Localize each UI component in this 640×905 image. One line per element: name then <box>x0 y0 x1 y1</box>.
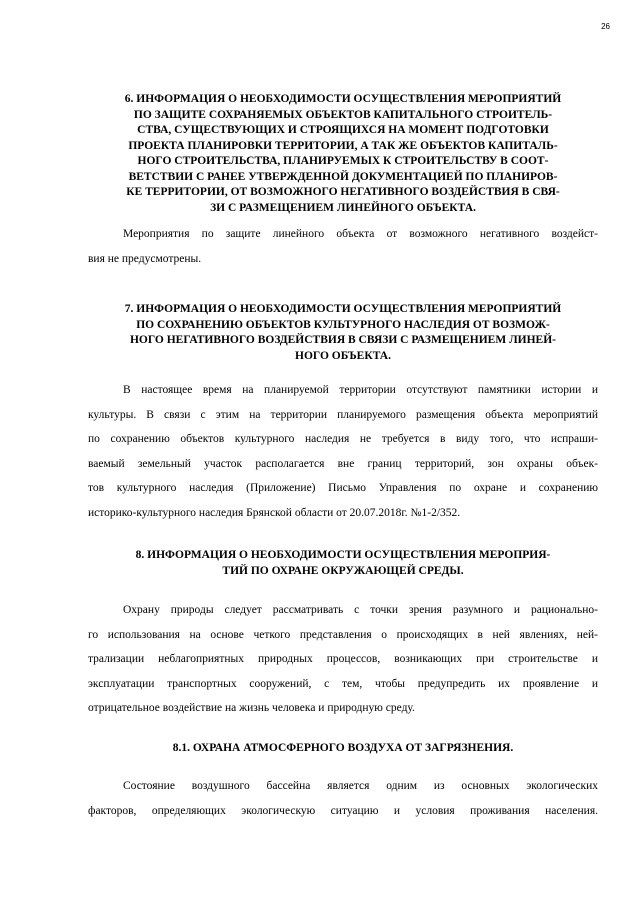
heading-line: ВЕТСТВИИ С РАНЕЕ УТВЕРЖДЕННОЙ ДОКУМЕНТАЦИЕЙ ПО ПЛАНИРОВ- <box>128 170 558 183</box>
paragraph-line: ваемый земельный участок располагается вне границ территорий, зон охраны объек- <box>88 457 598 470</box>
heading-line: 8.1. ОХРАНА АТМОСФЕРНОГО ВОЗДУХА ОТ ЗАГРЯЗНЕНИЯ. <box>172 742 514 754</box>
heading-line: НОГО СТРОИТЕЛЬСТВА, ПЛАНИРУЕМЫХ К СТРОИТЕЛЬСТВУ В СООТ- <box>137 155 549 167</box>
heading-line: СТВА, СУЩЕСТВУЮЩИХ И СТРОЯЩИХСЯ НА МОМЕНТ ПОДГОТОВКИ <box>137 124 549 136</box>
paragraph-line: историко-культурного наследия Брянской области от 20.07.2018г. №1-2/352. <box>88 506 461 519</box>
paragraph-line: трализации неблагоприятных природных процессов, возникающих при строительстве и <box>88 653 598 665</box>
heading-line: ЗИ С РАЗМЕЩЕНИЕМ ЛИНЕЙНОГО ОБЪЕКТА. <box>210 201 476 214</box>
section-6-paragraph <box>88 222 598 271</box>
paragraph-line: тов культурного наследия (Приложение) Письмо Управления по охране и сохранению <box>88 482 598 494</box>
heading-line: 8. ИНФОРМАЦИЯ О НЕОБХОДИМОСТИ ОСУЩЕСТВЛЕНИЯ МЕРОПРИЯ- <box>135 549 551 561</box>
heading-line: 7. ИНФОРМАЦИЯ О НЕОБХОДИМОСТИ ОСУЩЕСТВЛЕНИЯ МЕРОПРИЯТИЙ <box>124 303 562 315</box>
heading-line: ТИЙ ПО ОХРАНЕ ОКРУЖАЮЩЕЙ СРЕДЫ. <box>222 564 464 577</box>
paragraph-line: вия не предусмотрены. <box>88 252 202 265</box>
heading-line: ПО ЗАЩИТЕ СОХРАНЯЕМЫХ ОБЪЕКТОВ КАПИТАЛЬНОГО СТРОИТЕЛЬ- <box>133 108 553 121</box>
paragraph-line: В настоящее время на планируемой территории отсутствуют памятники истории и <box>123 384 598 396</box>
section-7-paragraph <box>88 378 598 525</box>
section-7-heading <box>88 302 598 364</box>
paragraph-line: по сохранению объектов культурного наследия не требуется в виду того, что испраши- <box>88 433 598 445</box>
section-8-1-paragraph <box>88 774 598 823</box>
section-6-heading <box>88 92 598 216</box>
heading-line: НОГО ОБЪЕКТА. <box>295 349 391 362</box>
paragraph-line: факторов, определяющих экологическую ситуацию и условия проживания населения. <box>88 804 598 817</box>
section-8-paragraph <box>88 598 598 721</box>
section-8-1-heading <box>88 741 598 757</box>
heading-line: НОГО НЕГАТИВНОГО ВОЗДЕЙСТВИЯ В СВЯЗИ С РАЗМЕЩЕНИЕМ ЛИНЕЙ- <box>129 334 556 346</box>
heading-line: ПРОЕКТА ПЛАНИРОВКИ ТЕРРИТОРИИ, А ТАК ЖЕ ОБЪЕКТОВ КАПИТАЛЬ- <box>128 139 558 152</box>
paragraph-line: го использования на основе четкого представления о происходящих в ней явлениях, ней- <box>88 628 598 641</box>
paragraph-line: отрицательное воздействие на жизнь человека и природную среду. <box>88 702 415 714</box>
section-8-heading <box>88 548 598 579</box>
heading-line: ПО СОХРАНЕНИЮ ОБЪЕКТОВ КУЛЬТУРНОГО НАСЛЕДИЯ ОТ ВОЗМОЖ- <box>136 318 550 331</box>
page-number: 26 <box>601 22 610 31</box>
paragraph-line: Мероприятия по защите линейного объекта от возможного негативного воздейст- <box>123 228 598 240</box>
paragraph-line: Охрану природы следует рассматривать с точки зрения разумного и рационально- <box>123 604 598 616</box>
paragraph-line: эксплуатации транспортных сооружений, с тем, чтобы предупредить их проявление и <box>88 677 598 690</box>
heading-line: КЕ ТЕРРИТОРИИ, ОТ ВОЗМОЖНОГО НЕГАТИВНОГО ВОЗДЕЙСТВИЯ В СВЯ- <box>126 186 560 198</box>
paragraph-line: культуры. В связи с этим на территории планируемого размещения объекта мероприятий <box>88 408 598 421</box>
heading-line: 6. ИНФОРМАЦИЯ О НЕОБХОДИМОСТИ ОСУЩЕСТВЛЕНИЯ МЕРОПРИЯТИЙ <box>124 93 562 105</box>
paragraph-line: Состояние воздушного бассейна является одним из основных экологических <box>123 780 598 792</box>
